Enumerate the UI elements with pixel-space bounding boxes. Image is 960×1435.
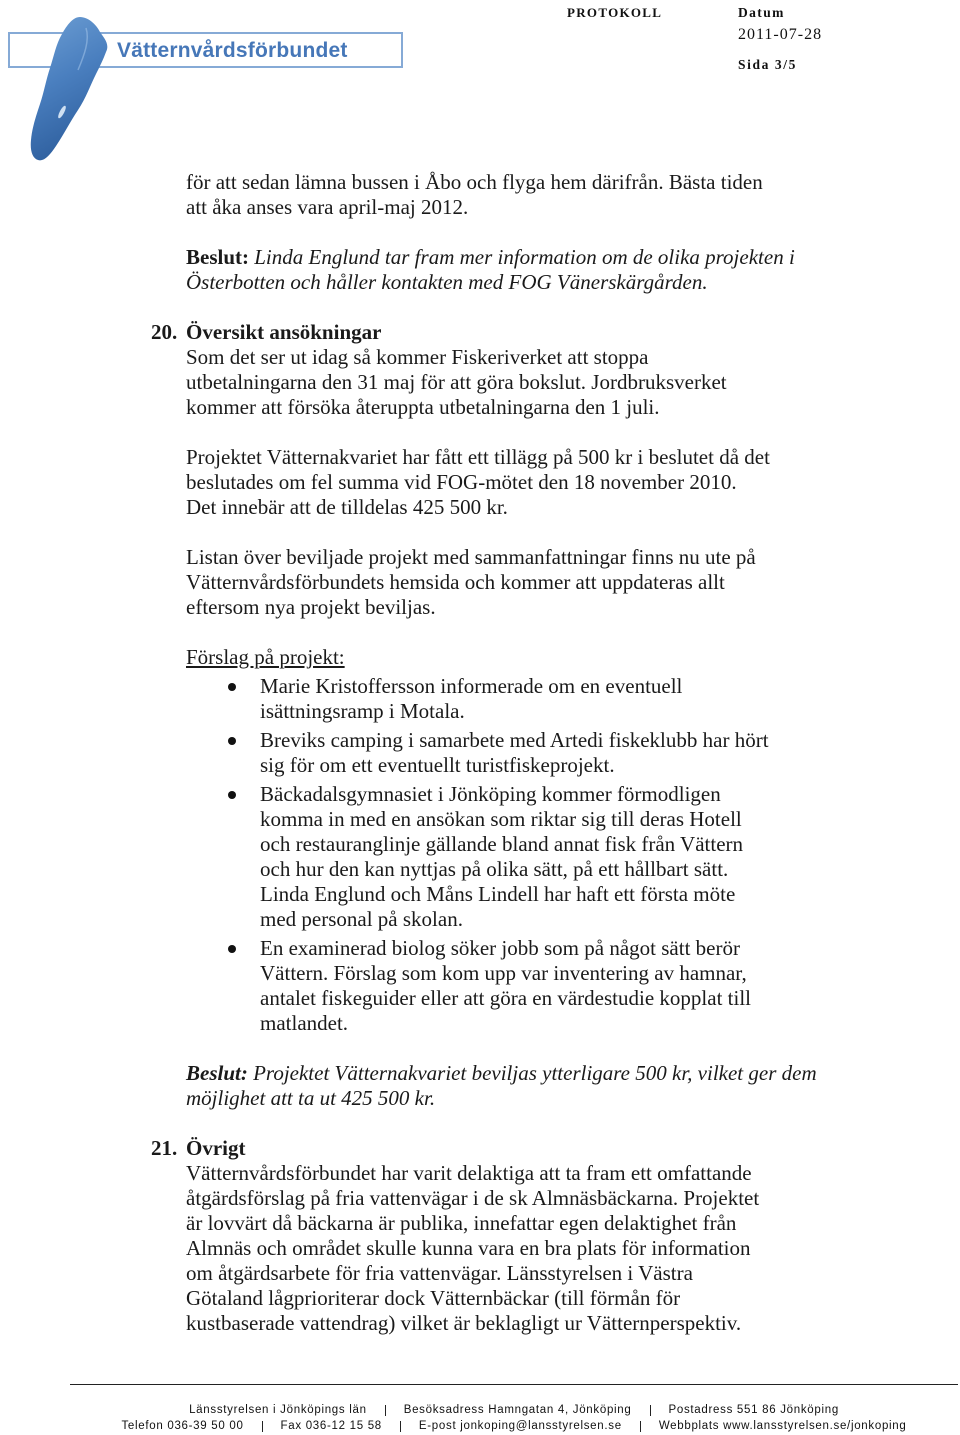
text-line: Götaland lågprioriterar dock Vätternbäckar (till förmån för xyxy=(186,1286,681,1310)
paragraph xyxy=(186,545,926,620)
text-line: Marie Kristoffersson informerade om en eventuell xyxy=(260,674,683,698)
text-line: möjlighet att ta ut 425 500 kr. xyxy=(186,1086,436,1110)
decision-text: Projektet Vätternakvariet beviljas ytterligare 500 kr, vilket ger dem xyxy=(253,1061,817,1085)
page-number: Sida 3/5 xyxy=(738,57,797,72)
proposal-list xyxy=(186,674,926,1036)
section-title: Översikt ansökningar xyxy=(186,320,382,344)
date-value: 2011-07-28 xyxy=(738,26,823,43)
decision-text: Linda Englund tar fram mer information om de olika projekten i xyxy=(254,245,795,269)
text-line: sig för om ett eventuellt turistfiskeprojekt. xyxy=(260,753,615,777)
text-line: Vättern. Förslag som kom upp var inventering av hamnar, xyxy=(260,961,747,985)
footer-divider xyxy=(400,1421,401,1432)
footer-fax: Fax 036-12 15 58 xyxy=(280,1420,382,1432)
text-line: är lovvärt då bäckarna är publika, innefattar egen delaktighet från xyxy=(186,1211,737,1235)
section-heading xyxy=(151,320,926,345)
text-line: utbetalningarna den 31 maj för att göra bokslut. Jordbruksverket xyxy=(186,370,727,394)
text-line: för att sedan lämna bussen i Åbo och flyga hem därifrån. Bästa tiden xyxy=(186,170,763,194)
section-number: 20. xyxy=(151,320,178,344)
proposals-heading: Förslag på projekt: xyxy=(186,645,345,669)
bullet-icon xyxy=(228,791,236,799)
text-line: att åka anses vara april-maj 2012. xyxy=(186,195,469,219)
footer-organisation: Länsstyrelsen i Jönköpings län xyxy=(189,1404,367,1416)
section-title: Övrigt xyxy=(186,1136,246,1160)
intro-paragraph xyxy=(186,170,926,220)
text-line: och hur den kan nyttjas på olika sätt, på ett hållbart sätt. xyxy=(260,857,729,881)
decision-label: Beslut: xyxy=(186,1061,248,1085)
footer-email: E-post jonkoping@lansstyrelsen.se xyxy=(418,1420,622,1432)
footer-visit-address: Besöksadress Hamngatan 4, Jönköping xyxy=(403,1404,632,1416)
section-20 xyxy=(151,320,926,1111)
minutes-body xyxy=(151,170,926,1336)
text-line: beslutades om fel summa vid FOG-mötet den 18 november 2010. xyxy=(186,470,737,494)
decision-label: Beslut: xyxy=(186,245,249,269)
footer-address-line xyxy=(70,1403,958,1418)
section-21 xyxy=(151,1136,926,1336)
bullet-icon xyxy=(228,737,236,745)
text-line: om åtgärdsarbete för fria vattenvägar. Länsstyrelsen i Västra xyxy=(186,1261,693,1285)
text-line xyxy=(186,1061,926,1086)
text-line: Det innebär att de tilldelas 425 500 kr. xyxy=(186,495,508,519)
list-item xyxy=(186,674,926,724)
text-line: Listan över beviljade projekt med sammanfattningar finns nu ute på xyxy=(186,545,756,569)
text-line: Almnäs och området skulle kunna vara en bra plats för information xyxy=(186,1236,751,1260)
text-line: kustbaserade vattendrag) vilket är beklagligt ur Vätternperspektiv. xyxy=(186,1311,742,1335)
footer-website: Webbplats www.lansstyrelsen.se/jonkoping xyxy=(658,1420,907,1432)
date-label: Datum xyxy=(738,5,785,20)
decision-paragraph xyxy=(186,245,926,295)
text-line: och restauranglinje gällande bland annat fisk från Vättern xyxy=(260,832,744,856)
text-line: komma in med en ansökan som riktar sig till deras Hotell xyxy=(260,807,742,831)
logo-wordmark: Vätternvårdsförbundet xyxy=(117,39,348,62)
text-line: kommer att försöka återuppta utbetalningarna den 1 juli. xyxy=(186,395,660,419)
text-line: Som det ser ut idag så kommer Fiskeriverket att stoppa xyxy=(186,345,649,369)
paragraph xyxy=(186,1161,926,1336)
text-line: Vätternvårdsförbundets hemsida och kommer att uppdateras allt xyxy=(186,570,725,594)
paragraph xyxy=(186,445,926,520)
footer-phone: Telefon 036-39 50 00 xyxy=(121,1420,244,1432)
text-line: eftersom nya projekt beviljas. xyxy=(186,595,436,619)
section-number: 21. xyxy=(151,1136,178,1160)
list-item xyxy=(186,782,926,932)
footer-divider xyxy=(262,1421,263,1432)
lake-vattern-icon xyxy=(0,0,420,170)
text-line xyxy=(186,245,926,270)
footer-contact-line xyxy=(70,1419,958,1434)
text-line: isättningsramp i Motala. xyxy=(260,699,465,723)
vatternvardsforbundet-logo xyxy=(0,0,420,170)
text-line: Projektet Vätternakvariet har fått ett tillägg på 500 kr i beslutet då det xyxy=(186,445,770,469)
paragraph xyxy=(186,345,926,420)
text-line: Bäckadalsgymnasiet i Jönköping kommer förmodligen xyxy=(260,782,721,806)
document-type: PROTOKOLL xyxy=(567,5,663,20)
bullet-icon xyxy=(228,945,236,953)
list-item xyxy=(186,728,926,778)
section-heading xyxy=(151,1136,926,1161)
footer-postal-address: Postadress 551 86 Jönköping xyxy=(668,1404,839,1416)
text-line: Vätternvårdsförbundet har varit delaktiga att ta fram ett omfattande xyxy=(186,1161,752,1185)
decision-paragraph xyxy=(186,1061,926,1111)
footer-rule xyxy=(70,1384,958,1385)
text-line: Linda Englund och Måns Lindell har haft ett första möte xyxy=(260,882,736,906)
footer-divider xyxy=(385,1405,386,1416)
footer-divider xyxy=(650,1405,651,1416)
list-item xyxy=(186,936,926,1036)
bullet-icon xyxy=(228,683,236,691)
text-line: med personal på skolan. xyxy=(260,907,463,931)
text-line: En examinerad biolog söker jobb som på något sätt berör xyxy=(260,936,740,960)
text-line: Österbotten och håller kontakten med FOG Vänerskärgården. xyxy=(186,270,708,294)
footer-divider xyxy=(640,1421,641,1432)
text-line: matlandet. xyxy=(260,1011,349,1035)
text-line: åtgärdsförslag på fria vattenvägar i de sk Almnäsbäckarna. Projektet xyxy=(186,1186,760,1210)
text-line: antalet fiskeguider eller att göra en värdestudie kopplat till xyxy=(260,986,751,1010)
text-line: Breviks camping i samarbete med Artedi fiskeklubb har hört xyxy=(260,728,769,752)
